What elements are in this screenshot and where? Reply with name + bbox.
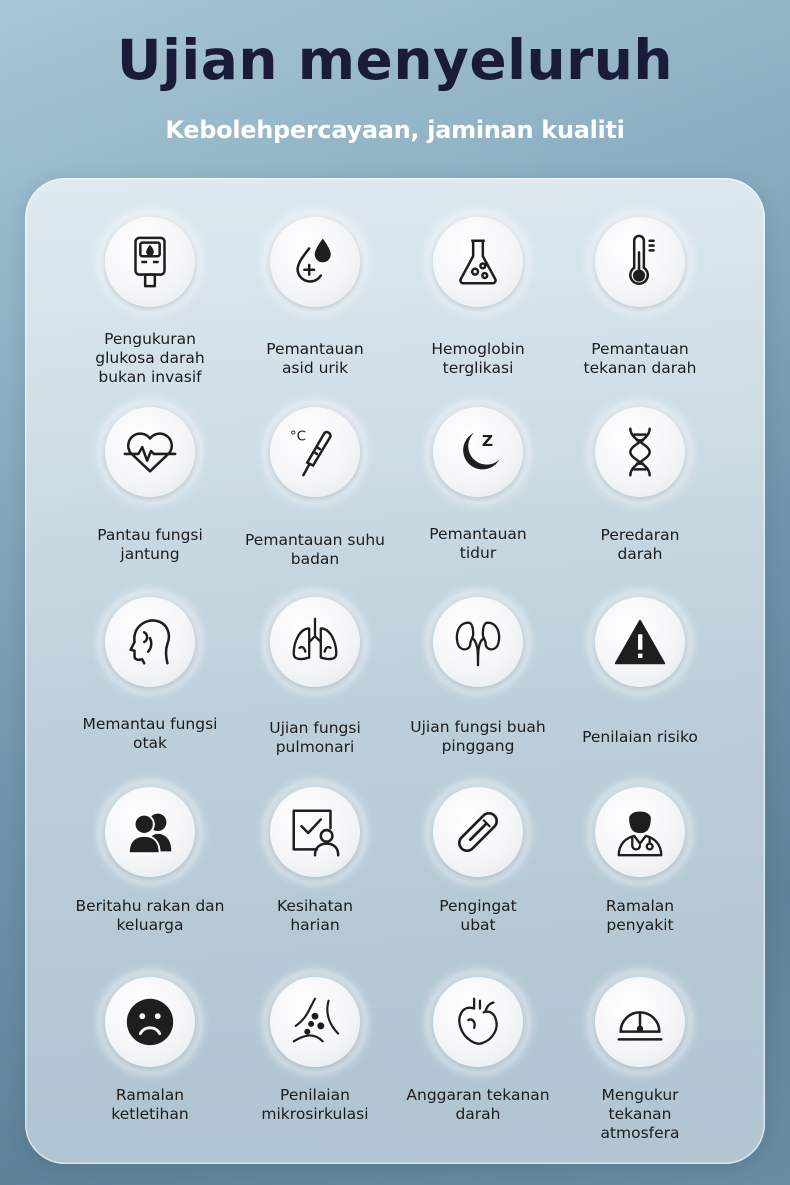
doctor-icon xyxy=(588,780,692,884)
head-profile-icon xyxy=(98,590,202,694)
body-thermometer-icon xyxy=(263,400,367,504)
microcirculation-icon xyxy=(263,970,367,1074)
feature-label: Ujian fungsi pulmonari xyxy=(269,719,361,756)
feature-label: Memantau fungsi otak xyxy=(82,715,218,752)
feature-label: Ramalan ketletihan xyxy=(111,1086,189,1123)
moon-sleep-icon xyxy=(426,400,530,504)
lungs-icon xyxy=(263,590,367,694)
flask-icon xyxy=(426,210,530,314)
feature-label: Penilaian risiko xyxy=(582,728,698,746)
warning-icon xyxy=(588,590,692,694)
feature-card xyxy=(25,178,765,1164)
feature-label: Kesihatan harian xyxy=(276,897,354,934)
people-icon xyxy=(98,780,202,884)
feature-label: Penilaian mikrosirkulasi xyxy=(261,1086,369,1123)
feature-label: Pengingat ubat xyxy=(439,897,517,934)
feature-label: Peredaran darah xyxy=(600,526,680,563)
feature-label: Pengukuran glukosa darah bukan invasif xyxy=(95,330,205,386)
feature-label: Ujian fungsi buah pinggang xyxy=(410,718,546,755)
checklist-person-icon xyxy=(263,780,367,884)
heart-pulse-icon xyxy=(98,400,202,504)
pressure-gauge-icon xyxy=(588,970,692,1074)
pill-icon xyxy=(426,780,530,884)
uric-acid-drop-icon xyxy=(263,210,367,314)
kidneys-icon xyxy=(426,590,530,694)
feature-label: Ramalan penyakit xyxy=(605,897,675,934)
feature-label: Pemantauan suhu badan xyxy=(245,531,385,568)
glucose-meter-icon xyxy=(98,210,202,314)
page-title: Ujian menyeluruh xyxy=(116,28,674,92)
svg-text:Z: Z xyxy=(481,432,494,451)
dna-icon xyxy=(588,400,692,504)
thermometer-icon xyxy=(588,210,692,314)
feature-label: Hemoglobin terglikasi xyxy=(431,340,525,377)
page-subtitle: Kebolehpercayaan, jaminan kualiti xyxy=(165,116,625,144)
heart-organ-icon xyxy=(426,970,530,1074)
sad-face-icon xyxy=(98,970,202,1074)
svg-text:°C: °C xyxy=(289,428,307,445)
feature-label: Anggaran tekanan darah xyxy=(406,1086,550,1123)
feature-label: Pemantauan tekanan darah xyxy=(583,340,697,377)
feature-label: Pemantauan tidur xyxy=(429,525,527,562)
feature-label: Pantau fungsi jantung xyxy=(97,526,203,563)
feature-label: Mengukur tekanan atmosfera xyxy=(600,1086,680,1142)
feature-label: Beritahu rakan dan keluarga xyxy=(75,897,225,934)
feature-label: Pemantauan asid urik xyxy=(266,340,364,377)
